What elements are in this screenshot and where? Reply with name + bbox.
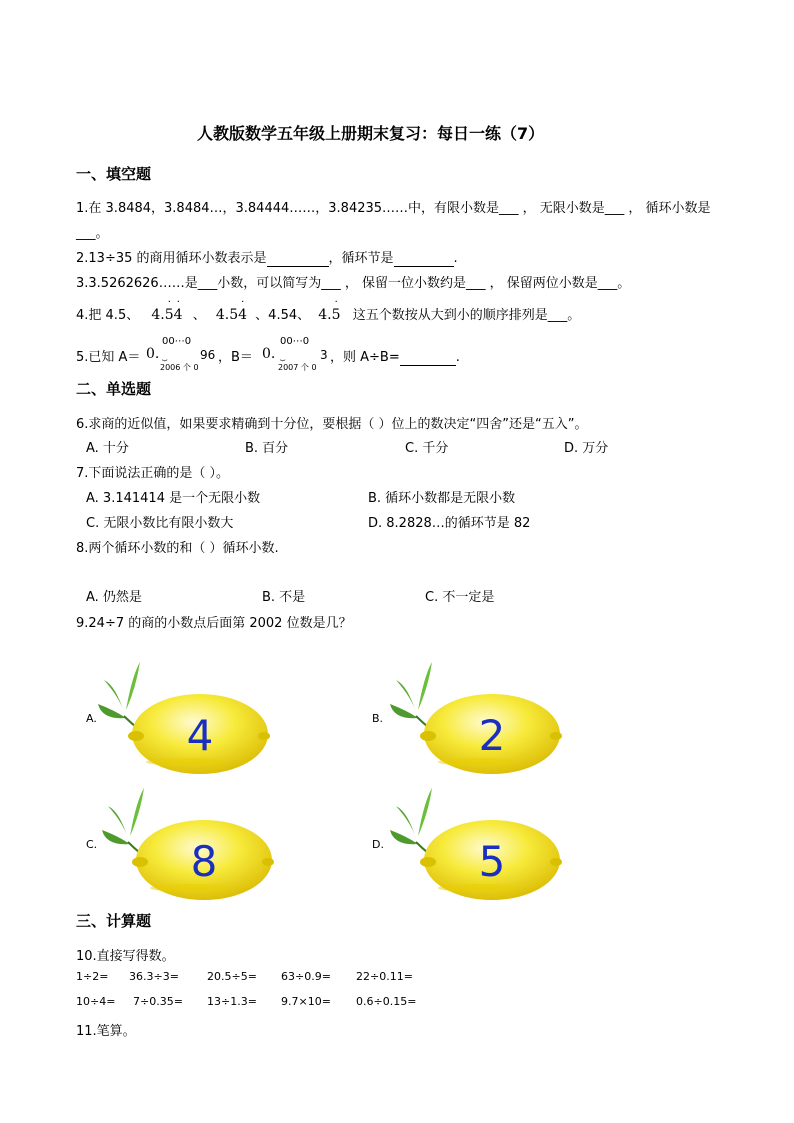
calc-item: 36.3÷3= xyxy=(129,970,179,983)
question-2-text-b: ，循环节是 xyxy=(328,251,394,266)
number-a-tail: 96 xyxy=(200,348,216,362)
number-b-underbrace: ⏟ xyxy=(280,352,286,362)
calc-item: 0.6÷0.15= xyxy=(356,995,417,1008)
question-11: 11.笔算。 xyxy=(76,1024,136,1039)
option-d-label[interactable]: D. xyxy=(372,838,384,851)
option-b-label[interactable]: B. xyxy=(372,712,384,725)
question-1-tail: ___。 xyxy=(76,226,109,241)
option-d-lemon[interactable] xyxy=(388,784,588,908)
question-2 xyxy=(76,247,458,267)
question-2-text-c: . xyxy=(453,251,458,266)
option-a-label[interactable]: A. xyxy=(86,712,97,725)
question-5-mid: ，B＝ xyxy=(218,350,253,365)
number-a-zero-count: 2006 个 0 xyxy=(160,363,199,372)
section-calc-heading: 三、计算题 xyxy=(76,912,152,930)
question-5-end xyxy=(330,346,460,366)
question-5-period: . xyxy=(455,350,460,365)
question-4-sep2: 、4.54、 xyxy=(255,308,311,323)
recurring-decimal-2-digit: 4 xyxy=(238,307,248,323)
recurring-dot: · xyxy=(167,297,171,308)
question-1: 1.在 3.8484，3.8484…，3.84444……，3.84235……中，有限小数是___ ， 无限小数是___ ， 循环小数是 xyxy=(76,201,711,216)
question-9: 9.24÷7 的商的小数点后面第 2002 位数是几？ xyxy=(76,616,352,631)
question-3: 3.3.5262626……是___小数，可以简写为___ ， 保留一位小数约是___ ， 保留两位小数是___。 xyxy=(76,276,631,291)
recurring-dot: · xyxy=(334,297,338,308)
recurring-decimal-1 xyxy=(151,297,183,323)
question-6: 6.求商的近似值，如果要求精确到十分位，要根据（ ）位上的数决定“四舍”还是“五入”。 xyxy=(76,417,588,432)
question-4 xyxy=(76,297,581,323)
answer-blank[interactable] xyxy=(394,251,454,267)
recurring-decimal-2-int: 4.5 xyxy=(215,307,239,323)
calc-item: 20.5÷5= xyxy=(207,970,257,983)
option-b[interactable]: B. 百分 xyxy=(245,441,289,456)
calc-item: 22÷0.11= xyxy=(356,970,413,983)
option-c-lemon[interactable] xyxy=(100,784,300,908)
option-a[interactable]: A. 3.141414 是一个无限小数 xyxy=(86,491,261,506)
recurring-decimal-2 xyxy=(215,297,248,323)
calc-item: 1÷2= xyxy=(76,970,109,983)
calc-item: 10÷4= xyxy=(76,995,116,1008)
page-title: 人教版数学五年级上册期末复习：每日一练（7） xyxy=(197,124,545,143)
section-fill-heading: 一、填空题 xyxy=(76,165,152,183)
number-b-zeros: 00⋯0 xyxy=(280,336,310,347)
recurring-dot: · xyxy=(241,297,245,308)
option-d[interactable]: D. 万分 xyxy=(564,441,609,456)
question-7: 7.下面说法正确的是（ ）。 xyxy=(76,466,230,481)
option-a[interactable]: A. 仍然是 xyxy=(86,590,142,605)
lemon-digit: 5 xyxy=(478,837,506,886)
option-c[interactable]: C. 不一定是 xyxy=(425,590,495,605)
question-4-suffix: 这五个数按从大到小的顺序排列是___。 xyxy=(352,308,581,323)
question-10: 10.直接写得数。 xyxy=(76,949,175,964)
calc-item: 7÷0.35= xyxy=(133,995,183,1008)
recurring-decimal-3 xyxy=(318,297,341,323)
recurring-dot: · xyxy=(176,297,180,308)
question-8: 8.两个循环小数的和（ ）循环小数. xyxy=(76,541,279,556)
number-b-int: 0. xyxy=(262,346,276,362)
question-2-text-a: 2.13÷35 的商用循环小数表示是 xyxy=(76,251,267,266)
option-d[interactable]: D. 8.2828…的循环节是 82 xyxy=(368,516,531,531)
question-5-prefix: 5.已知 A＝ xyxy=(76,350,141,365)
option-b-lemon[interactable] xyxy=(388,658,588,782)
calc-item: 63÷0.9= xyxy=(281,970,331,983)
calc-item: 9.7×10= xyxy=(281,995,331,1008)
answer-blank[interactable] xyxy=(267,251,329,267)
number-a-int: 0. xyxy=(146,346,160,362)
question-4-prefix: 4.把 4.5、 xyxy=(76,308,140,323)
lemon-digit: 8 xyxy=(190,837,218,886)
lemon-icon xyxy=(100,784,300,908)
recurring-decimal-3-int: 4. xyxy=(318,307,332,323)
number-b-zero-count: 2007 个 0 xyxy=(278,363,317,372)
number-a-underbrace: ⏟ xyxy=(162,352,168,362)
recurring-decimal-3-digit: 5 xyxy=(331,307,341,323)
question-5-suffix: ，则 A÷B= xyxy=(330,350,400,365)
option-a[interactable]: A. 十分 xyxy=(86,441,129,456)
lemon-icon xyxy=(388,784,588,908)
lemon-digit: 4 xyxy=(186,711,214,760)
option-c[interactable]: C. 无限小数比有限小数大 xyxy=(86,516,234,531)
recurring-decimal-1-int: 4. xyxy=(151,307,165,323)
option-a-lemon[interactable] xyxy=(96,658,296,782)
lemon-icon xyxy=(388,658,588,782)
section-choice-heading: 二、单选题 xyxy=(76,380,152,398)
option-c[interactable]: C. 千分 xyxy=(405,441,449,456)
option-b[interactable]: B. 不是 xyxy=(262,590,306,605)
option-c-label[interactable]: C. xyxy=(86,838,98,851)
number-b-tail: 3 xyxy=(320,348,328,362)
lemon-icon xyxy=(96,658,296,782)
calc-item: 13÷1.3= xyxy=(207,995,257,1008)
number-a-zeros: 00⋯0 xyxy=(162,336,192,347)
option-b[interactable]: B. 循环小数都是无限小数 xyxy=(368,491,516,506)
answer-blank[interactable] xyxy=(400,350,456,366)
lemon-digit: 2 xyxy=(478,711,506,760)
recurring-decimal-1-digits: 54 xyxy=(164,307,183,323)
question-4-sep1: 、 xyxy=(192,308,206,323)
